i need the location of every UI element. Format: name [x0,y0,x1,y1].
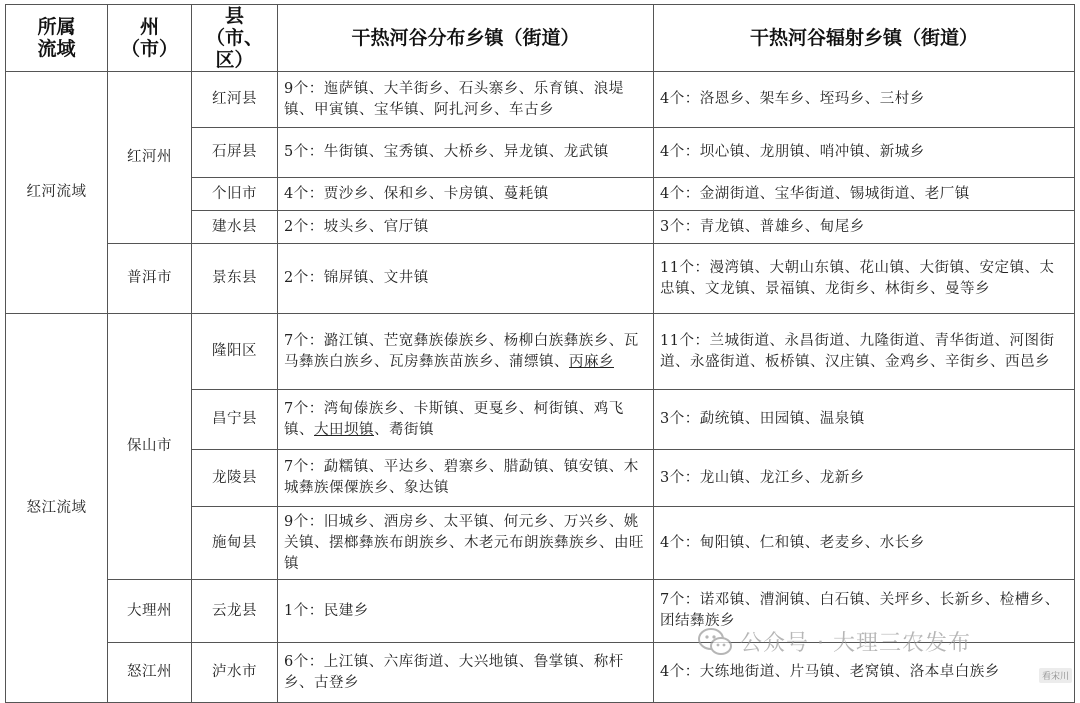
distribution-cell [278,314,654,390]
radiation-cell: 7个：诺邓镇、漕涧镇、白石镇、关坪乡、长新乡、检槽乡、团结彝族乡 [654,580,1075,643]
distribution-cell: 7个：勐糯镇、平达乡、碧寨乡、腊勐镇、镇安镇、木城彝族傈僳族乡、象达镇 [278,450,654,507]
distribution-text: 7个：潞江镇、芒宽彝族傣族乡、杨柳白族彝族乡、瓦马彝族白族乡、瓦房彝族苗族乡、蒲缥镇、 [284,332,639,370]
county-cell: 昌宁县 [192,390,278,450]
header-distribution: 干热河谷分布乡镇（街道） [278,5,654,72]
distribution-cell [278,390,654,450]
radiation-cell: 4个：甸阳镇、仁和镇、老麦乡、水长乡 [654,507,1075,580]
header-prefecture: 州 （市） [108,5,192,72]
prefecture-cell: 普洱市 [108,244,192,314]
distribution-text-tail: 、耈街镇 [374,421,434,438]
radiation-cell: 3个：青龙镇、普雄乡、甸尾乡 [654,211,1075,244]
distribution-cell: 2个：锦屏镇、文井镇 [278,244,654,314]
table-row [6,580,1075,643]
county-cell: 隆阳区 [192,314,278,390]
prefecture-cell: 红河州 [108,72,192,244]
county-cell: 石屏县 [192,128,278,178]
table-row [6,244,1075,314]
radiation-cell: 3个：勐统镇、田园镇、温泉镇 [654,390,1075,450]
radiation-cell: 4个：大练地街道、片马镇、老窝镇、洛本卓白族乡 [654,643,1075,703]
county-cell: 龙陵县 [192,450,278,507]
basin-cell: 红河流域 [6,72,108,314]
header-county: 县（市、 区） [192,5,278,72]
basin-cell: 怒江流域 [6,314,108,703]
distribution-cell: 6个：上江镇、六库街道、大兴地镇、鲁掌镇、称杆乡、古登乡 [278,643,654,703]
prefecture-cell: 保山市 [108,314,192,580]
distribution-cell: 1个：民建乡 [278,580,654,643]
distribution-underlined-town: 丙麻乡 [569,353,614,370]
distribution-underlined-town: 大田坝镇 [314,421,374,438]
county-cell: 泸水市 [192,643,278,703]
county-cell: 建水县 [192,211,278,244]
radiation-cell: 4个：坝心镇、龙朋镇、哨冲镇、新城乡 [654,128,1075,178]
distribution-text: 7个：湾甸傣族乡、卡斯镇、更戛乡、柯街镇、鸡飞镇、 [284,400,624,438]
table-row [6,314,1075,390]
prefecture-cell: 大理州 [108,580,192,643]
watermark-text: 公众号 · 大理三农发布 [740,631,971,656]
distribution-cell: 4个：贾沙乡、保和乡、卡房镇、蔓耗镇 [278,178,654,211]
radiation-cell: 4个：洛恩乡、架车乡、垤玛乡、三村乡 [654,72,1075,128]
distribution-cell: 9个：迤萨镇、大羊街乡、石头寨乡、乐育镇、浪堤镇、甲寅镇、宝华镇、阿扎河乡、车古乡 [278,72,654,128]
county-cell: 红河县 [192,72,278,128]
table-row [6,72,1075,128]
radiation-cell: 4个：金湖街道、宝华街道、锡城街道、老厂镇 [654,178,1075,211]
header-row [6,5,1075,72]
header-radiation: 干热河谷辐射乡镇（街道） [654,5,1075,72]
county-cell: 云龙县 [192,580,278,643]
county-cell: 景东县 [192,244,278,314]
corner-watermark: 看宋川 [1039,668,1072,683]
distribution-cell: 2个：坡头乡、官厅镇 [278,211,654,244]
prefecture-cell: 怒江州 [108,643,192,703]
county-cell: 个旧市 [192,178,278,211]
distribution-cell: 9个：旧城乡、酒房乡、太平镇、何元乡、万兴乡、姚关镇、摆榔彝族布朗族乡、木老元布朗族彝族乡、由旺镇 [278,507,654,580]
radiation-cell: 11个：兰城街道、永昌街道、九隆街道、青华街道、河图街道、永盛街道、板桥镇、汉庄镇、金鸡乡、辛街乡、西邑乡 [654,314,1075,390]
table-row [6,643,1075,703]
header-basin: 所属 流域 [6,5,108,72]
radiation-cell: 11个：漫湾镇、大朝山东镇、花山镇、大街镇、安定镇、太忠镇、文龙镇、景福镇、龙街乡、林街乡、曼等乡 [654,244,1075,314]
towns-table [5,4,1075,703]
radiation-cell: 3个：龙山镇、龙江乡、龙新乡 [654,450,1075,507]
county-cell: 施甸县 [192,507,278,580]
distribution-cell: 5个：牛街镇、宝秀镇、大桥乡、异龙镇、龙武镇 [278,128,654,178]
